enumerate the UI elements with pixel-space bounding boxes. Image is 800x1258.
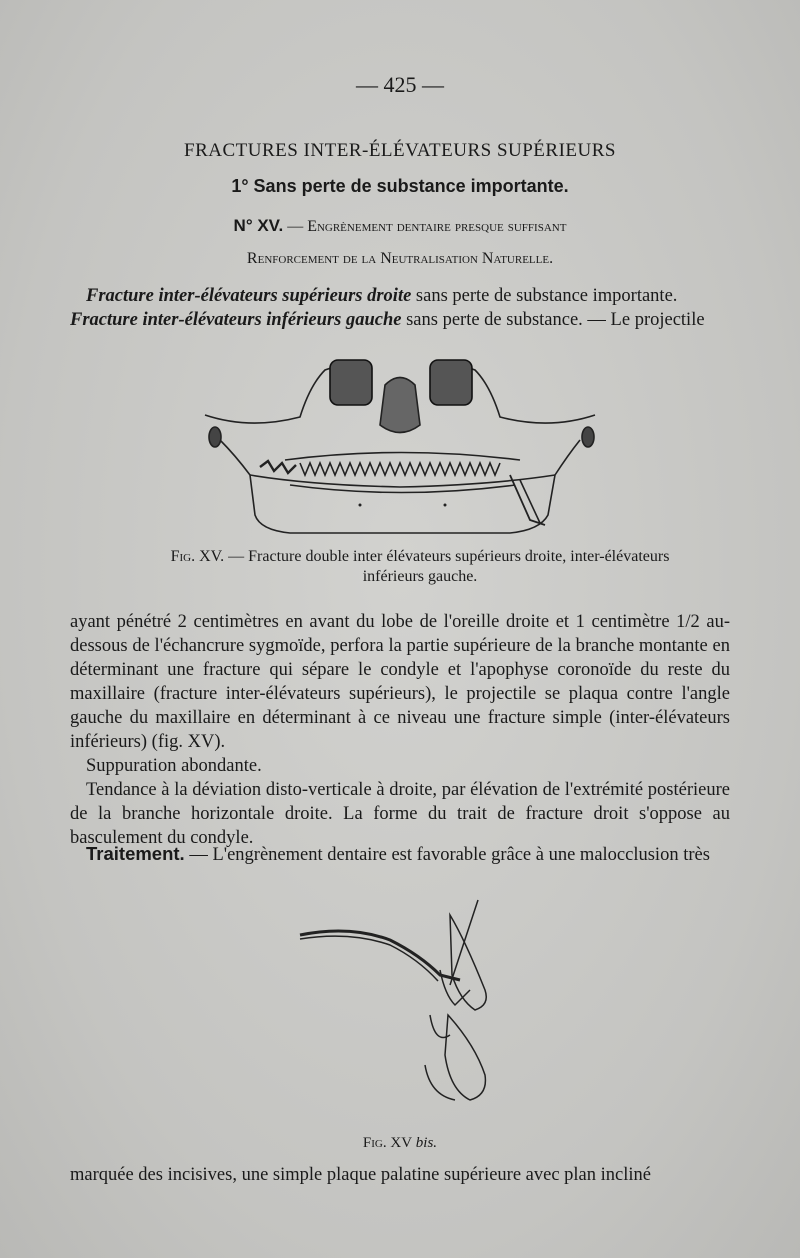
intro-paragraph — [70, 284, 730, 332]
case-number: N° XV. — [233, 216, 284, 235]
figure1-caption-text: — Fracture double inter élévateurs supérieurs droite, inter-élévateurs inférieurs gauche. — [228, 548, 670, 585]
section-title: FRACTURES INTER-ÉLÉVATEURS SUPÉRIEURS — [184, 140, 616, 161]
jaw-fracture-figure — [190, 345, 610, 545]
palatal-plate-figure — [290, 895, 520, 1135]
figure2-caption-label: Fig. XV — [362, 1135, 413, 1151]
case-heading — [0, 216, 800, 236]
case-heading-line1: — Engrènement dentaire presque suffisant — [287, 218, 567, 235]
section-subtitle: 1° Sans perte de substance importante. — [231, 176, 569, 196]
treatment-text: — L'engrènement dentaire est favorable grâce à une malocclusion très — [184, 845, 710, 865]
treatment-paragraph — [70, 842, 730, 867]
treatment-label: Traitement. — [86, 843, 185, 864]
intro-italic-2: Fracture inter-élévateurs inférieurs gauche — [70, 310, 402, 330]
intro-italic-1: Fracture inter-élévateurs supérieurs droite — [86, 286, 412, 306]
figure1-caption-label: Fig. XV. — [170, 548, 225, 565]
page-number: — 425 — — [356, 72, 444, 97]
intro-text-1: sans perte de substance importante. — [411, 286, 678, 306]
figure2-caption — [0, 1135, 800, 1152]
figure2-caption-suffix: bis. — [415, 1135, 438, 1151]
intro-text-2: sans perte de substance. — Le projectile — [401, 310, 705, 330]
last-line: marquée des incisives, une simple plaque palatine supérieure avec plan incliné — [70, 1165, 651, 1185]
case-heading-line2: Renforcement de la Neutralisation Naturelle. — [246, 250, 554, 267]
body-paragraph-2: Suppuration abondante. — [86, 756, 262, 776]
body-paragraph-1: ayant pénétré 2 centimètres en avant du lobe de l'oreille droite et 1 centimètre 1/2 au-dessous de l'échancrure sygmoïde, perfora la partie supérieure de la branche montante en déterminant une fracture qui sépare le condyle et l'apophyse coronoïde du reste du maxillaire (fracture inter-élévateurs supérieurs), le projectile se plaqua contre l'angle gauche du maxillaire en déterminant à ce niveau une fracture simple (inter-élévateurs inférieurs) (fig. XV). — [70, 612, 730, 752]
body-text — [70, 610, 730, 850]
figure1-caption — [170, 547, 670, 587]
body-paragraph-3: Tendance à la déviation disto-verticale à droite, par élévation de l'extrémité postérieure de la branche horizontale droite. La forme du trait de fracture droit s'oppose au basculement du condyle. — [70, 780, 730, 848]
